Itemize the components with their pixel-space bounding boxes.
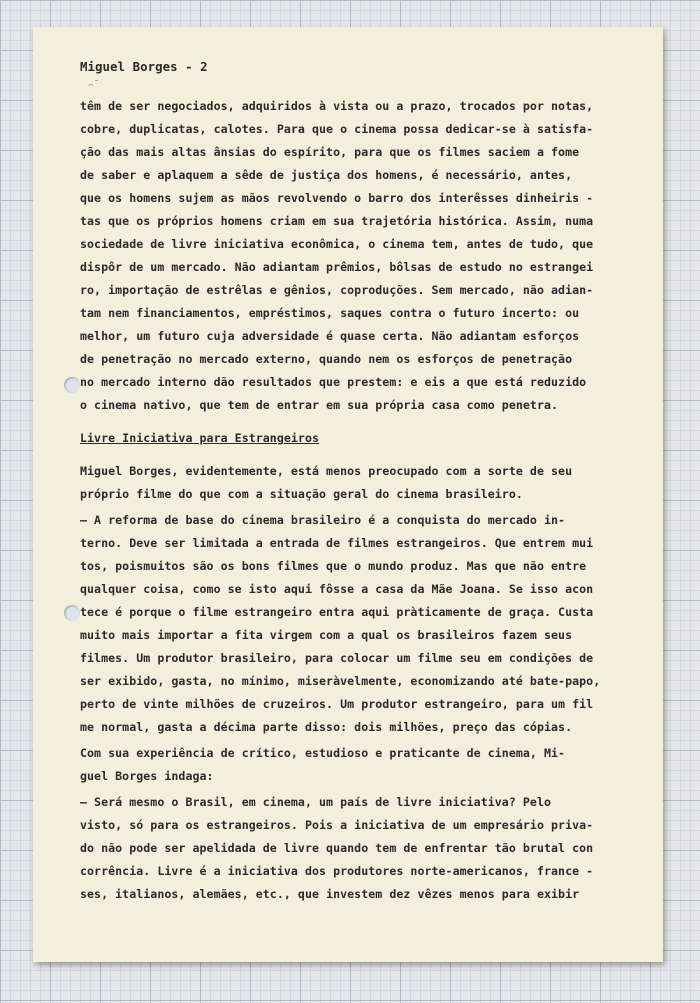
handwritten-mark: ⌢˜	[88, 80, 100, 90]
text-line: qualquer coisa, como se isto aqui fôsse a casa da Mãe Joana. Se isso acon	[80, 582, 594, 596]
text-line: do não pode ser apelidada de livre quando tem de enfrentar tão brutal con	[80, 841, 594, 855]
text-line: próprio filme do que com a situação geral do cinema brasileiro.	[80, 487, 523, 501]
text-line: tos, poismuitos são os bons filmes que o mundo produz. Mas que não entre	[80, 559, 587, 573]
text-line: cobre, duplicatas, calotes. Para que o cinema possa dedicar-se à satisfa-	[80, 122, 594, 136]
text-line: ser exibido, gasta, no mínimo, miseràvelmente, economizando até bate-papo,	[80, 674, 601, 688]
text-line: — Será mesmo o Brasil, em cinema, um país de livre iniciativa? Pelo	[80, 795, 552, 809]
text-line: Com sua experiência de crítico, estudioso e praticante de cinema, Mi-	[80, 746, 566, 760]
text-line: melhor, um futuro cuja adversidade é quase certa. Não adiantam esforços	[80, 329, 580, 343]
text-line: tam nem financiamentos, empréstimos, saques contra o futuro incerto: ou	[80, 306, 580, 320]
text-line: sociedade de livre iniciativa econômica, o cinema tem, antes de tudo, que	[80, 237, 594, 251]
text-line: filmes. Um produtor brasileiro, para colocar um filme seu em condições de	[80, 651, 594, 665]
text-line: de saber e aplaquem a sêde de justiça dos homens, é necessário, antes,	[80, 168, 573, 182]
text-line: tas que os próprios homens criam em sua trajetória histórica. Assim, numa	[80, 214, 594, 228]
text-line: dispôr de um mercado. Não adiantam prêmios, bôlsas de estudo no estrangei	[80, 260, 594, 274]
text-line: terno. Deve ser limitada a entrada de filmes estrangeiros. Que entrem mui	[80, 536, 594, 550]
text-line: — A reforma de base do cinema brasileiro é a conquista do mercado in-	[80, 513, 566, 527]
text-line: Miguel Borges, evidentemente, está menos preocupado com a sorte de seu	[80, 464, 573, 478]
punch-hole	[64, 377, 80, 393]
text-line: de penetração no mercado externo, quando nem os esforços de penetração	[80, 352, 573, 366]
text-line: no mercado interno dão resultados que prestem: e eis a que está reduzido	[80, 375, 587, 389]
punch-hole	[64, 605, 80, 621]
text-line: muito mais importar a fita virgem com a qual os brasileiros fazem seus	[80, 628, 573, 642]
text-line: ro, importação de estrêlas e gênios, coproduções. Sem mercado, não adian-	[80, 283, 594, 297]
text-line: visto, só para os estrangeiros. Pois a iniciativa de um empresário priva-	[80, 818, 594, 832]
page-header: Miguel Borges - 2	[80, 59, 208, 74]
text-line: ses, italianos, alemães, etc., que investem dez vêzes menos para exibir	[80, 887, 580, 901]
section-heading: Livre Iniciativa para Estrangeiros	[80, 431, 320, 445]
text-line: guel Borges indaga:	[80, 769, 214, 783]
text-line: corrência. Livre é a iniciativa dos produtores norte-americanos, france -	[80, 864, 594, 878]
text-line: me normal, gasta a décima parte disso: dois milhões, preço das cópias.	[80, 720, 573, 734]
text-line: ção das mais altas ânsias do espírito, para que os filmes saciem a fome	[80, 145, 580, 159]
text-line: que os homens sujem as mãos revolvendo o barro dos interêsses dinheiris -	[80, 191, 594, 205]
text-line: perto de vinte milhões de cruzeiros. Um produtor estrangeiro, para um fil	[80, 697, 594, 711]
text-line: o cinema nativo, que tem de entrar em sua própria casa como penetra.	[80, 398, 559, 412]
text-line: tece é porque o filme estrangeiro entra aqui pràticamente de graça. Custa	[80, 605, 594, 619]
text-line: têm de ser negociados, adquiridos à vista ou a prazo, trocados por notas,	[80, 99, 594, 113]
